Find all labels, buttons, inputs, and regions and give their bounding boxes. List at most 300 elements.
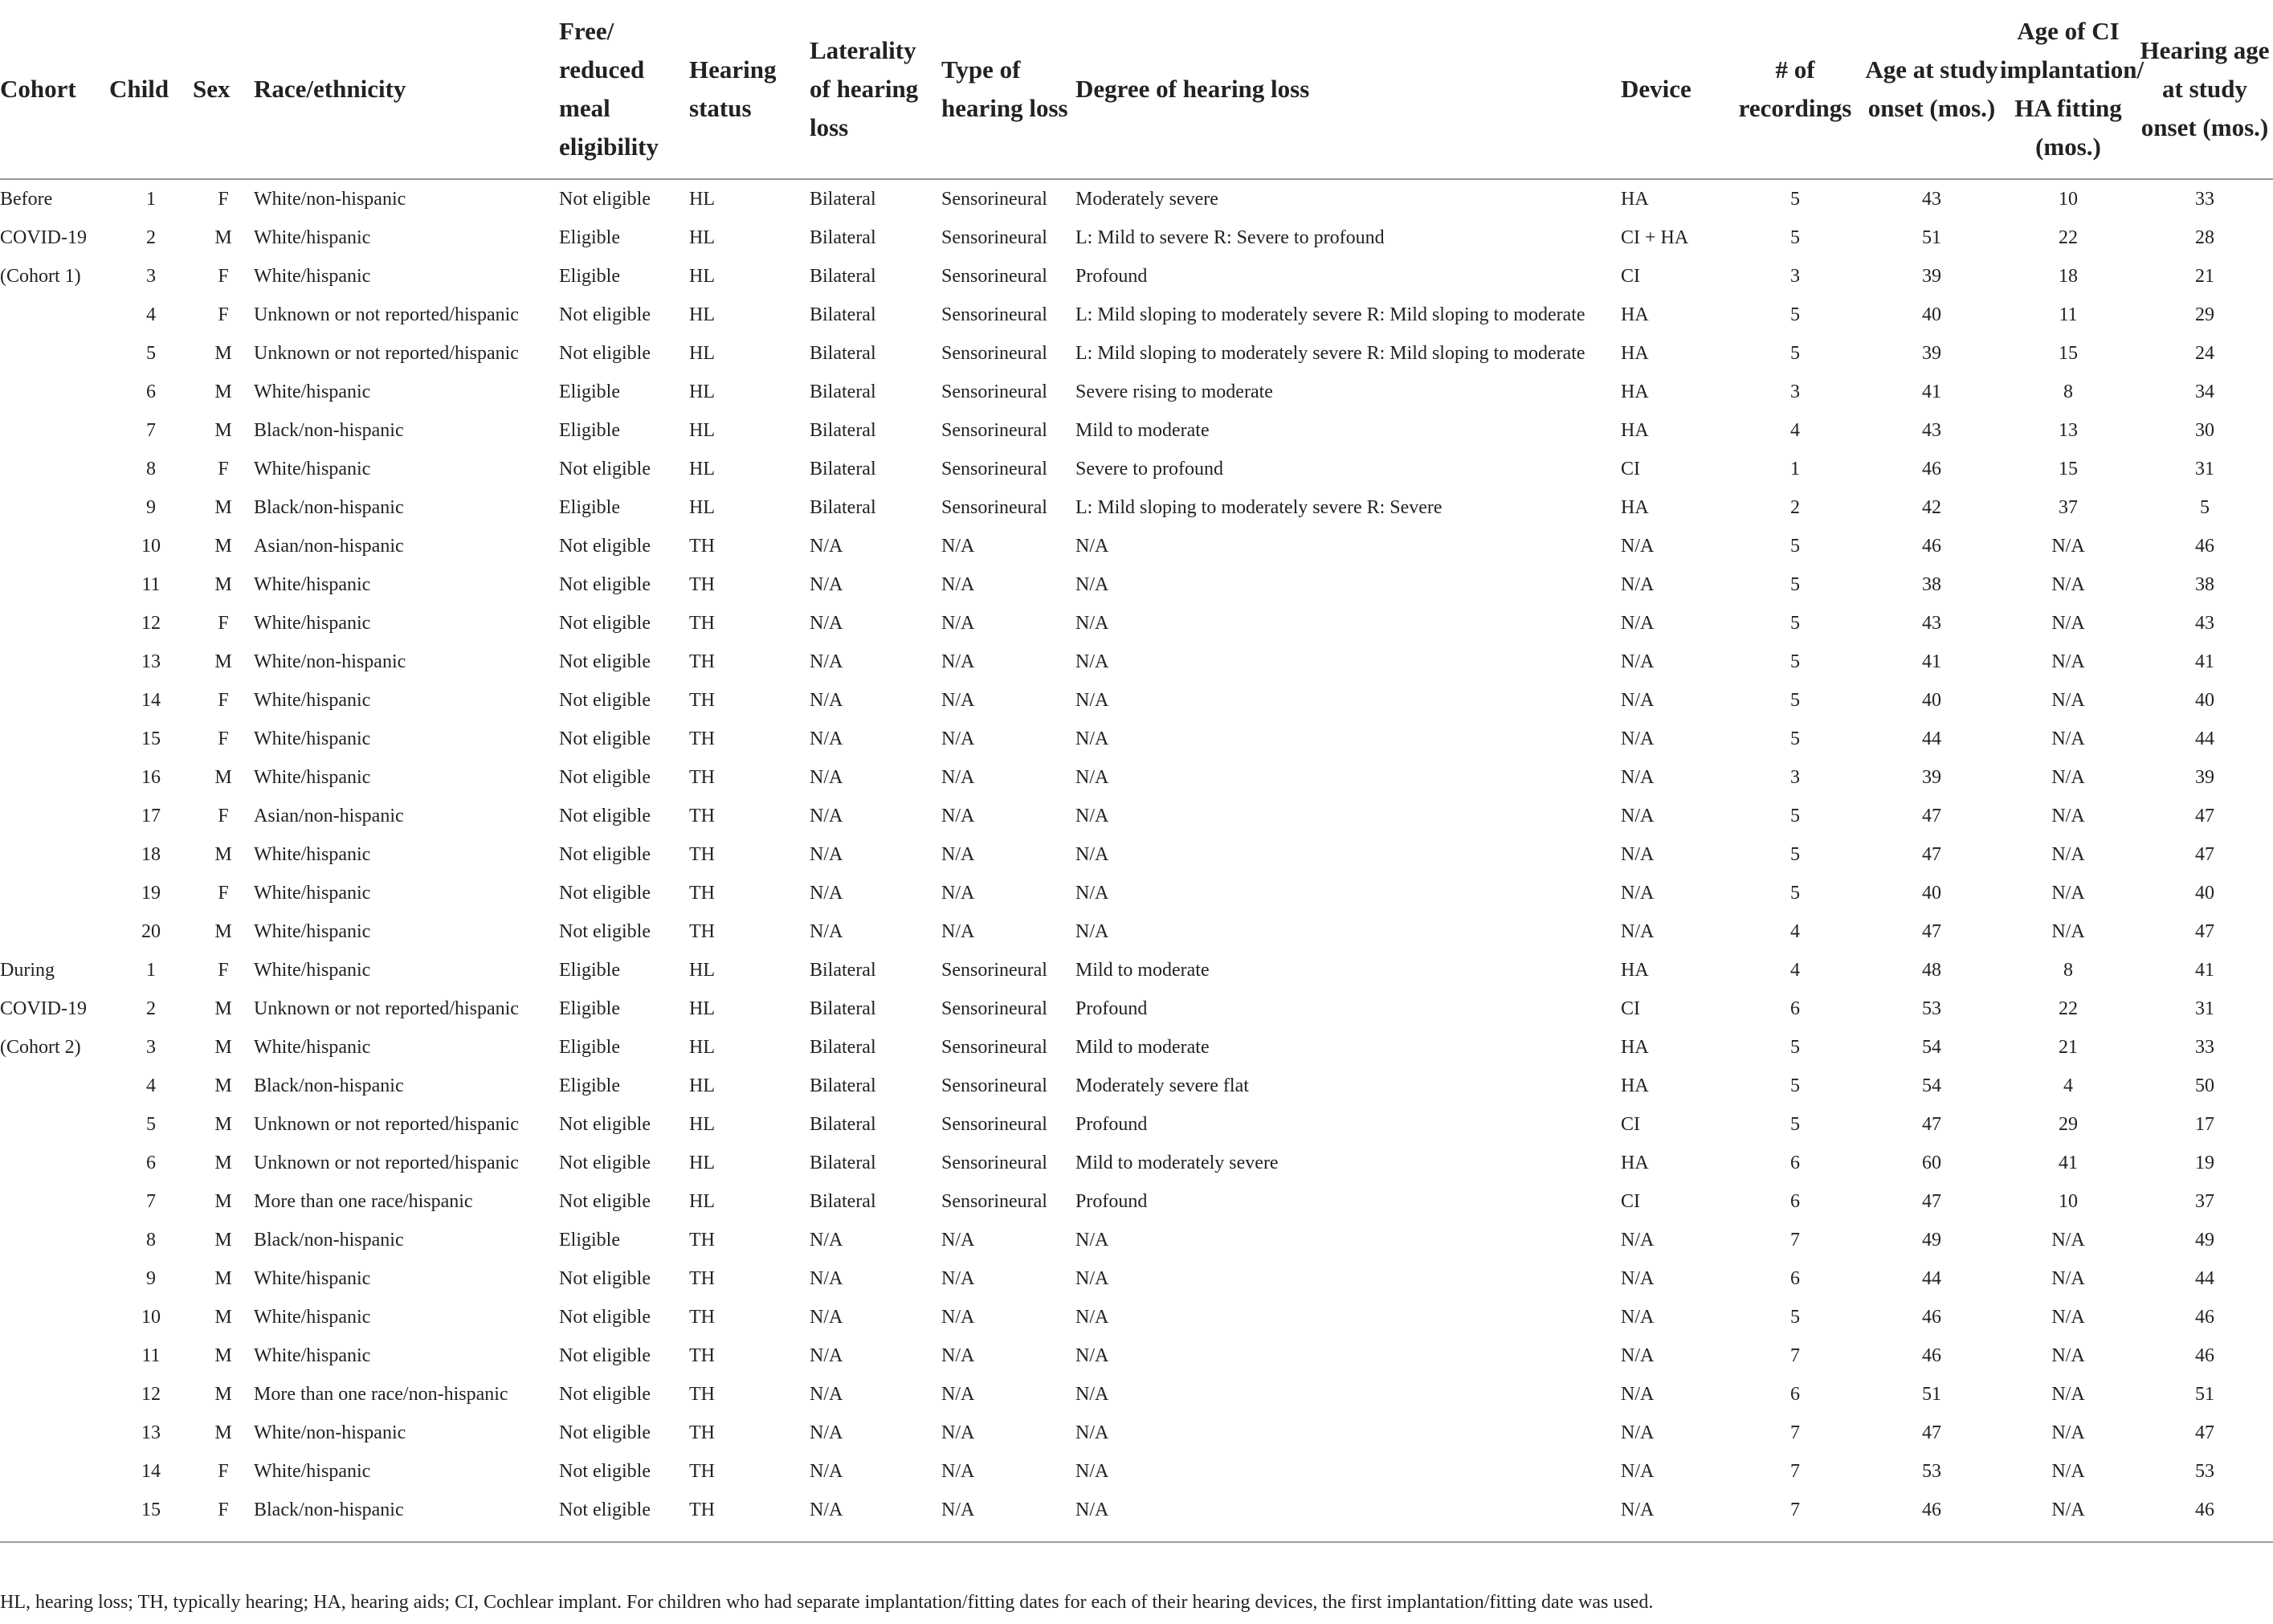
table-row	[0, 373, 2273, 411]
cell-device: HA	[1621, 959, 1649, 981]
cell-child: 4	[146, 1075, 156, 1096]
cell-device: N/A	[1621, 1267, 1655, 1289]
cell-age-of-ci-ha: 15	[2059, 458, 2078, 479]
cell-degree-of-loss: N/A	[1075, 882, 1109, 904]
cell-device: N/A	[1621, 573, 1655, 595]
cell-sex: M	[214, 381, 232, 402]
cell-recordings: 5	[1790, 1075, 1800, 1096]
cell-age-at-onset: 46	[1922, 1499, 1941, 1520]
cell-degree-of-loss: Profound	[1075, 265, 1148, 287]
cell-recordings: 6	[1790, 1152, 1800, 1173]
cell-age-at-onset: 47	[1922, 843, 1941, 865]
cell-child: 9	[146, 1267, 156, 1289]
cell-hearing-age: 43	[2195, 612, 2214, 634]
cell-meal-eligibility: Not eligible	[559, 766, 651, 788]
cell-degree-of-loss: Mild to moderate	[1075, 1036, 1210, 1058]
cell-type-of-loss: N/A	[941, 766, 975, 788]
cell-age-of-ci-ha: N/A	[2051, 1460, 2085, 1482]
cell-meal-eligibility: Not eligible	[559, 728, 651, 749]
cell-age-at-onset: 41	[1922, 651, 1941, 672]
cell-device: N/A	[1621, 766, 1655, 788]
cell-meal-eligibility: Eligible	[559, 959, 620, 981]
cell-sex: M	[214, 1306, 232, 1328]
cell-age-of-ci-ha: N/A	[2051, 612, 2085, 634]
cell-device: HA	[1621, 381, 1649, 402]
cell-device: N/A	[1621, 1383, 1655, 1405]
cell-type-of-loss: Sensorineural	[941, 226, 1047, 248]
cell-hearing-age: 40	[2195, 689, 2214, 711]
cell-recordings: 7	[1790, 1344, 1800, 1366]
cell-laterality: Bilateral	[810, 1036, 876, 1058]
cell-cohort	[0, 874, 109, 912]
cell-race-ethnicity: White/hispanic	[254, 265, 371, 287]
cell-race-ethnicity: Black/non-hispanic	[254, 1229, 404, 1251]
cell-age-of-ci-ha: N/A	[2051, 1344, 2085, 1366]
cell-degree-of-loss: N/A	[1075, 535, 1109, 557]
cell-sex: M	[214, 1229, 232, 1251]
cell-child: 14	[141, 1460, 161, 1482]
cell-degree-of-loss: N/A	[1075, 689, 1109, 711]
cell-meal-eligibility: Eligible	[559, 998, 620, 1019]
cell-hearing-status: HL	[689, 998, 715, 1019]
cell-hearing-age: 46	[2195, 1344, 2214, 1366]
cell-device: N/A	[1621, 1422, 1655, 1443]
cell-race-ethnicity: White/non-hispanic	[254, 651, 406, 672]
cell-hearing-age: 21	[2195, 265, 2214, 287]
cell-cohort	[0, 450, 109, 488]
cell-hearing-age: 5	[2200, 496, 2210, 518]
cell-type-of-loss: N/A	[941, 689, 975, 711]
cell-child: 19	[141, 882, 161, 904]
cell-recordings: 5	[1790, 1113, 1800, 1135]
cell-cohort	[0, 1491, 109, 1529]
cell-type-of-loss: Sensorineural	[941, 188, 1047, 210]
cell-meal-eligibility: Not eligible	[559, 458, 651, 479]
cell-device: HA	[1621, 419, 1649, 441]
cell-degree-of-loss: N/A	[1075, 1306, 1109, 1328]
cell-device: HA	[1621, 342, 1649, 364]
cell-hearing-age: 44	[2195, 1267, 2214, 1289]
cell-age-at-onset: 53	[1922, 1460, 1941, 1482]
cell-type-of-loss: Sensorineural	[941, 342, 1047, 364]
cell-laterality: N/A	[810, 1344, 843, 1366]
cell-device: N/A	[1621, 1229, 1655, 1251]
cell-recordings: 4	[1790, 419, 1800, 441]
cell-race-ethnicity: More than one race/hispanic	[254, 1190, 473, 1212]
cell-sex: F	[218, 805, 229, 826]
cell-hearing-status: HL	[689, 959, 715, 981]
cell-type-of-loss: Sensorineural	[941, 1036, 1047, 1058]
cell-hearing-status: HL	[689, 188, 715, 210]
cell-age-at-onset: 43	[1922, 419, 1941, 441]
table-row	[0, 951, 2273, 989]
cell-child: 3	[146, 265, 156, 287]
cell-laterality: N/A	[810, 728, 843, 749]
table-row	[0, 1298, 2273, 1336]
cell-sex: M	[214, 496, 232, 518]
cell-cohort: (Cohort 2)	[0, 1036, 81, 1058]
cell-sex: M	[214, 651, 232, 672]
cell-hearing-age: 24	[2195, 342, 2214, 364]
cell-age-at-onset: 44	[1922, 728, 1941, 749]
cell-race-ethnicity: Unknown or not reported/hispanic	[254, 304, 519, 325]
cell-degree-of-loss: N/A	[1075, 1422, 1109, 1443]
cell-age-at-onset: 40	[1922, 689, 1941, 711]
table-row	[0, 1067, 2273, 1105]
cell-child: 2	[146, 226, 156, 248]
table-body	[0, 179, 2273, 1529]
cell-device: N/A	[1621, 1344, 1655, 1366]
cell-type-of-loss: N/A	[941, 573, 975, 595]
cell-hearing-age: 49	[2195, 1229, 2214, 1251]
col-header-child: Child	[109, 0, 193, 179]
cell-type-of-loss: N/A	[941, 1344, 975, 1366]
cell-type-of-loss: N/A	[941, 1383, 975, 1405]
cell-age-at-onset: 47	[1922, 1422, 1941, 1443]
cell-meal-eligibility: Not eligible	[559, 805, 651, 826]
cell-type-of-loss: Sensorineural	[941, 265, 1047, 287]
table-row	[0, 1105, 2273, 1144]
cell-meal-eligibility: Not eligible	[559, 1190, 651, 1212]
cell-meal-eligibility: Not eligible	[559, 1306, 651, 1328]
cell-sex: F	[218, 689, 229, 711]
cell-race-ethnicity: White/hispanic	[254, 573, 371, 595]
cell-hearing-status: TH	[689, 843, 715, 865]
cell-meal-eligibility: Eligible	[559, 265, 620, 287]
header-row	[0, 0, 2273, 179]
cell-age-of-ci-ha: N/A	[2051, 766, 2085, 788]
cell-race-ethnicity: White/hispanic	[254, 728, 371, 749]
cell-laterality: N/A	[810, 689, 843, 711]
cell-cohort	[0, 334, 109, 373]
cell-laterality: Bilateral	[810, 265, 876, 287]
cell-age-at-onset: 42	[1922, 496, 1941, 518]
cell-race-ethnicity: Unknown or not reported/hispanic	[254, 342, 519, 364]
cell-recordings: 5	[1790, 882, 1800, 904]
cell-race-ethnicity: More than one race/non-hispanic	[254, 1383, 508, 1405]
cell-race-ethnicity: White/hispanic	[254, 458, 371, 479]
cell-meal-eligibility: Not eligible	[559, 1152, 651, 1173]
cell-cohort	[0, 797, 109, 835]
cell-sex: F	[218, 882, 229, 904]
cell-race-ethnicity: White/hispanic	[254, 1036, 371, 1058]
cell-age-of-ci-ha: N/A	[2051, 689, 2085, 711]
cell-race-ethnicity: White/hispanic	[254, 1306, 371, 1328]
cell-age-of-ci-ha: 11	[2059, 304, 2078, 325]
col-header-hearing-status: Hearing status	[689, 0, 810, 179]
cell-hearing-age: 33	[2195, 188, 2214, 210]
cell-type-of-loss: Sensorineural	[941, 496, 1047, 518]
cell-hearing-status: TH	[689, 805, 715, 826]
cell-hearing-status: HL	[689, 1036, 715, 1058]
cell-meal-eligibility: Eligible	[559, 1229, 620, 1251]
cell-hearing-age: 41	[2195, 959, 2214, 981]
cell-laterality: N/A	[810, 1229, 843, 1251]
cell-type-of-loss: N/A	[941, 728, 975, 749]
cell-hearing-status: TH	[689, 573, 715, 595]
cell-child: 8	[146, 1229, 156, 1251]
cell-recordings: 6	[1790, 998, 1800, 1019]
cell-age-of-ci-ha: 41	[2059, 1152, 2078, 1173]
cell-child: 15	[141, 1499, 161, 1520]
cell-type-of-loss: Sensorineural	[941, 1113, 1047, 1135]
cell-age-of-ci-ha: 15	[2059, 342, 2078, 364]
cell-laterality: Bilateral	[810, 998, 876, 1019]
cell-hearing-age: 46	[2195, 1306, 2214, 1328]
cell-degree-of-loss: N/A	[1075, 1267, 1109, 1289]
cell-age-at-onset: 43	[1922, 188, 1941, 210]
cell-age-at-onset: 47	[1922, 805, 1941, 826]
cell-child: 5	[146, 342, 156, 364]
cell-recordings: 5	[1790, 188, 1800, 210]
cell-sex: M	[214, 1267, 232, 1289]
col-header-laterality: Laterality of hearing loss	[810, 0, 941, 179]
table-row	[0, 797, 2273, 835]
cell-meal-eligibility: Not eligible	[559, 342, 651, 364]
cell-age-at-onset: 51	[1922, 1383, 1941, 1405]
table-row	[0, 681, 2273, 720]
cell-cohort	[0, 1414, 109, 1452]
cell-sex: M	[214, 1422, 232, 1443]
cell-degree-of-loss: Moderately severe	[1075, 188, 1218, 210]
cell-hearing-age: 30	[2195, 419, 2214, 441]
cell-degree-of-loss: Mild to moderately severe	[1075, 1152, 1279, 1173]
cell-age-at-onset: 40	[1922, 882, 1941, 904]
cell-sex: F	[218, 1499, 229, 1520]
cell-type-of-loss: N/A	[941, 882, 975, 904]
cell-recordings: 5	[1790, 226, 1800, 248]
cell-age-of-ci-ha: N/A	[2051, 1383, 2085, 1405]
cell-race-ethnicity: Black/non-hispanic	[254, 419, 404, 441]
cell-cohort	[0, 1336, 109, 1375]
cell-sex: F	[218, 959, 229, 981]
cell-age-at-onset: 39	[1922, 766, 1941, 788]
cell-laterality: Bilateral	[810, 1190, 876, 1212]
cell-laterality: Bilateral	[810, 1075, 876, 1096]
cell-child: 4	[146, 304, 156, 325]
cell-meal-eligibility: Not eligible	[559, 1499, 651, 1520]
cell-degree-of-loss: L: Mild sloping to moderately severe R: Mild sloping to moderate	[1075, 304, 1585, 325]
cell-race-ethnicity: White/hispanic	[254, 766, 371, 788]
table-row	[0, 334, 2273, 373]
cell-meal-eligibility: Eligible	[559, 419, 620, 441]
cell-laterality: N/A	[810, 843, 843, 865]
cell-age-at-onset: 47	[1922, 1113, 1941, 1135]
cell-sex: M	[214, 1190, 232, 1212]
cell-laterality: N/A	[810, 1267, 843, 1289]
cell-device: N/A	[1621, 728, 1655, 749]
cell-sex: M	[214, 342, 232, 364]
cell-recordings: 5	[1790, 651, 1800, 672]
cell-age-at-onset: 48	[1922, 959, 1941, 981]
cell-sex: M	[214, 226, 232, 248]
cell-recordings: 7	[1790, 1460, 1800, 1482]
cell-hearing-age: 17	[2195, 1113, 2214, 1135]
cell-meal-eligibility: Not eligible	[559, 689, 651, 711]
table-row	[0, 1259, 2273, 1298]
table-row	[0, 1028, 2273, 1067]
cell-type-of-loss: N/A	[941, 1267, 975, 1289]
cell-cohort: COVID-19	[0, 226, 87, 248]
cell-age-of-ci-ha: N/A	[2051, 1229, 2085, 1251]
cell-age-of-ci-ha: N/A	[2051, 920, 2085, 942]
cell-device: CI + HA	[1621, 226, 1689, 248]
cell-cohort: COVID-19	[0, 998, 87, 1019]
cell-cohort	[0, 643, 109, 681]
cell-type-of-loss: Sensorineural	[941, 381, 1047, 402]
cell-laterality: N/A	[810, 1306, 843, 1328]
cell-recordings: 7	[1790, 1422, 1800, 1443]
cell-recordings: 5	[1790, 535, 1800, 557]
col-header-hearing-age: Hearing age at study onset (mos.)	[2136, 0, 2273, 179]
cell-type-of-loss: Sensorineural	[941, 959, 1047, 981]
cell-device: HA	[1621, 188, 1649, 210]
cell-age-at-onset: 46	[1922, 1306, 1941, 1328]
cell-hearing-status: TH	[689, 1267, 715, 1289]
cell-child: 6	[146, 1152, 156, 1173]
cell-hearing-status: TH	[689, 1229, 715, 1251]
cell-laterality: Bilateral	[810, 381, 876, 402]
cell-age-of-ci-ha: 8	[2063, 381, 2073, 402]
cell-age-of-ci-ha: N/A	[2051, 728, 2085, 749]
cell-race-ethnicity: Black/non-hispanic	[254, 496, 404, 518]
cell-age-of-ci-ha: 21	[2059, 1036, 2078, 1058]
cell-race-ethnicity: White/hispanic	[254, 1344, 371, 1366]
cell-degree-of-loss: Profound	[1075, 1190, 1148, 1212]
table-row	[0, 565, 2273, 604]
cell-child: 13	[141, 1422, 161, 1443]
cell-child: 11	[141, 573, 161, 595]
cell-age-of-ci-ha: 4	[2063, 1075, 2073, 1096]
cell-race-ethnicity: White/hispanic	[254, 843, 371, 865]
cell-device: HA	[1621, 1036, 1649, 1058]
cell-hearing-status: HL	[689, 381, 715, 402]
cell-laterality: N/A	[810, 535, 843, 557]
cell-child: 10	[141, 535, 161, 557]
cell-type-of-loss: N/A	[941, 535, 975, 557]
cell-cohort	[0, 1182, 109, 1221]
cell-child: 2	[146, 998, 156, 1019]
cell-recordings: 3	[1790, 766, 1800, 788]
cell-child: 1	[146, 959, 156, 981]
cell-child: 16	[141, 766, 161, 788]
cell-degree-of-loss: N/A	[1075, 1383, 1109, 1405]
cell-recordings: 4	[1790, 920, 1800, 942]
cell-laterality: Bilateral	[810, 188, 876, 210]
cell-child: 13	[141, 651, 161, 672]
cell-meal-eligibility: Not eligible	[559, 535, 651, 557]
cell-hearing-status: TH	[689, 612, 715, 634]
cell-degree-of-loss: N/A	[1075, 843, 1109, 865]
cell-hearing-status: TH	[689, 1460, 715, 1482]
cell-hearing-age: 53	[2195, 1460, 2214, 1482]
cell-recordings: 2	[1790, 496, 1800, 518]
cell-age-of-ci-ha: N/A	[2051, 1422, 2085, 1443]
cell-age-of-ci-ha: N/A	[2051, 805, 2085, 826]
cell-recordings: 6	[1790, 1383, 1800, 1405]
cell-laterality: N/A	[810, 1499, 843, 1520]
cell-type-of-loss: Sensorineural	[941, 998, 1047, 1019]
cell-child: 1	[146, 188, 156, 210]
table-row	[0, 874, 2273, 912]
table-row	[0, 527, 2273, 565]
cell-sex: F	[218, 1460, 229, 1482]
cell-device: N/A	[1621, 805, 1655, 826]
cell-cohort	[0, 1144, 109, 1182]
cell-meal-eligibility: Not eligible	[559, 920, 651, 942]
cell-age-of-ci-ha: 10	[2059, 1190, 2078, 1212]
cell-sex: M	[214, 998, 232, 1019]
table-row	[0, 488, 2273, 527]
cell-degree-of-loss: Severe rising to moderate	[1075, 381, 1273, 402]
cell-race-ethnicity: White/hispanic	[254, 1267, 371, 1289]
cell-sex: M	[214, 766, 232, 788]
cell-race-ethnicity: Black/non-hispanic	[254, 1499, 404, 1520]
table-row	[0, 989, 2273, 1028]
cell-degree-of-loss: L: Mild to severe R: Severe to profound	[1075, 226, 1385, 248]
cell-cohort	[0, 1452, 109, 1491]
cell-type-of-loss: N/A	[941, 1306, 975, 1328]
cell-hearing-status: TH	[689, 535, 715, 557]
cell-cohort	[0, 1221, 109, 1259]
cell-age-at-onset: 54	[1922, 1075, 1941, 1096]
cell-degree-of-loss: Mild to moderate	[1075, 419, 1210, 441]
cell-device: CI	[1621, 458, 1640, 479]
cell-device: HA	[1621, 496, 1649, 518]
cell-hearing-status: HL	[689, 496, 715, 518]
cell-device: CI	[1621, 998, 1640, 1019]
cell-age-at-onset: 43	[1922, 612, 1941, 634]
cell-meal-eligibility: Not eligible	[559, 573, 651, 595]
cell-laterality: N/A	[810, 882, 843, 904]
cell-laterality: N/A	[810, 651, 843, 672]
cell-type-of-loss: N/A	[941, 1460, 975, 1482]
cell-age-at-onset: 46	[1922, 1344, 1941, 1366]
cell-meal-eligibility: Not eligible	[559, 1267, 651, 1289]
cell-hearing-status: TH	[689, 1344, 715, 1366]
cell-race-ethnicity: Unknown or not reported/hispanic	[254, 1152, 519, 1173]
cell-race-ethnicity: White/hispanic	[254, 1460, 371, 1482]
cell-hearing-age: 47	[2195, 805, 2214, 826]
cell-child: 9	[146, 496, 156, 518]
cell-hearing-status: HL	[689, 304, 715, 325]
cell-recordings: 5	[1790, 612, 1800, 634]
cell-recordings: 7	[1790, 1229, 1800, 1251]
cell-child: 8	[146, 458, 156, 479]
cell-degree-of-loss: Severe to profound	[1075, 458, 1223, 479]
table-row	[0, 1336, 2273, 1375]
cell-hearing-age: 41	[2195, 651, 2214, 672]
cell-hearing-status: TH	[689, 689, 715, 711]
cell-hearing-age: 31	[2195, 458, 2214, 479]
cell-degree-of-loss: N/A	[1075, 728, 1109, 749]
cell-type-of-loss: Sensorineural	[941, 304, 1047, 325]
table-row	[0, 218, 2273, 257]
cell-cohort	[0, 565, 109, 604]
cell-child: 5	[146, 1113, 156, 1135]
cell-age-of-ci-ha: 29	[2059, 1113, 2078, 1135]
table-row	[0, 758, 2273, 797]
table-row	[0, 411, 2273, 450]
cell-race-ethnicity: White/non-hispanic	[254, 1422, 406, 1443]
cell-age-of-ci-ha: N/A	[2051, 882, 2085, 904]
cell-child: 6	[146, 381, 156, 402]
cell-cohort	[0, 373, 109, 411]
cell-age-of-ci-ha: 37	[2059, 496, 2078, 518]
col-header-sex: Sex	[193, 0, 254, 179]
cell-device: N/A	[1621, 920, 1655, 942]
cell-age-of-ci-ha: 13	[2059, 419, 2078, 441]
